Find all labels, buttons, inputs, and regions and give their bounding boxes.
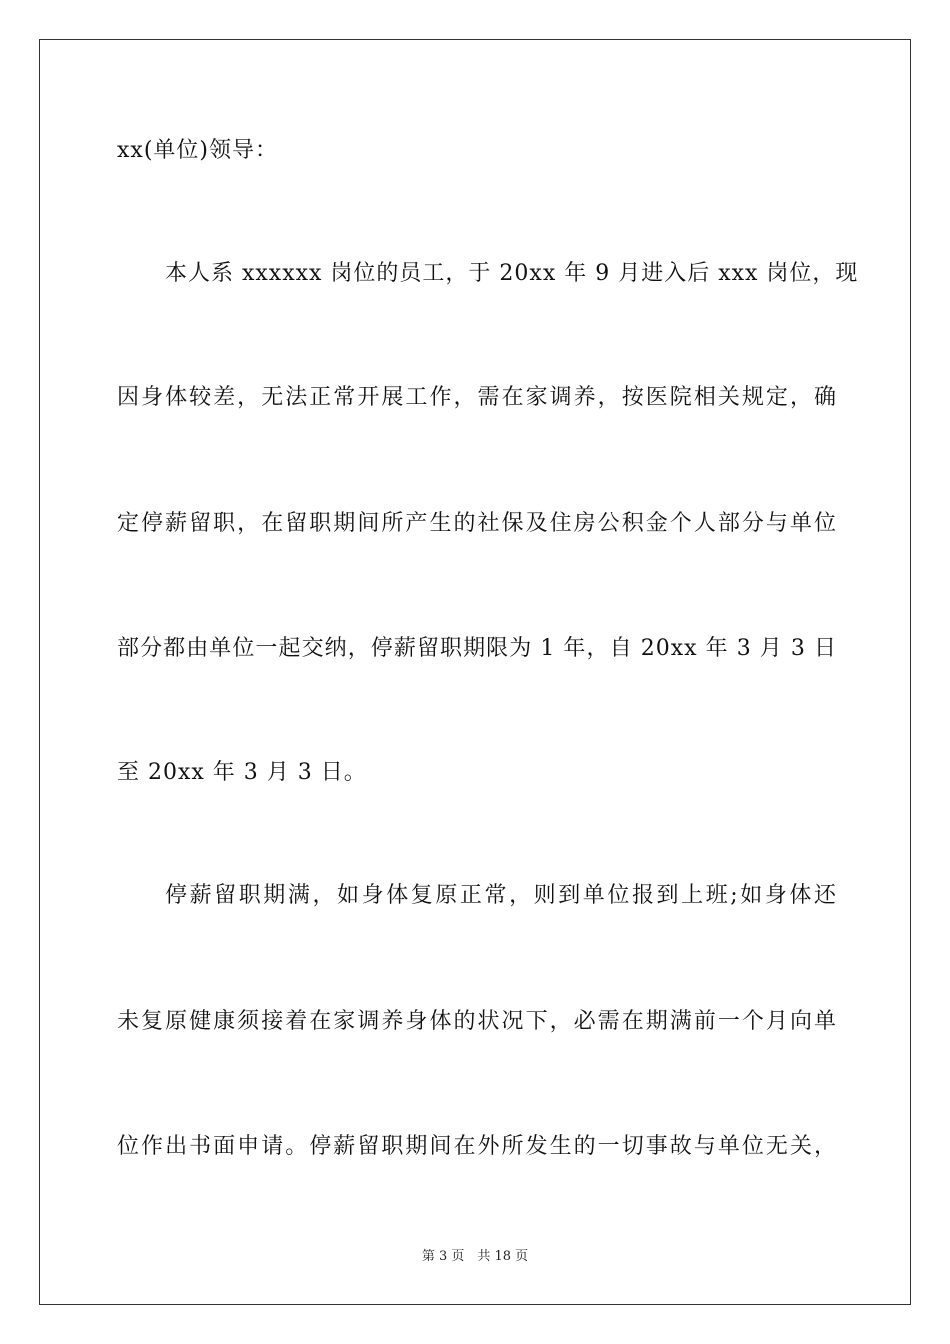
paragraph-1-line-1: 本人系 xxxxxx 岗位的员工，于 20xx 年 9 月进入后 xxx 岗位，现	[165, 261, 859, 286]
paragraph-2-line-3: 位作出书面申请。停薪留职期间在外所发生的一切事故与单位无关，	[117, 1134, 837, 1159]
paragraph-2-line-2: 未复原健康须接着在家调养身体的状况下，必需在期满前一个月向单	[117, 1009, 837, 1034]
paragraph-1-line-2: 因身体较差，无法正常开展工作，需在家调养，按医院相关规定，确	[117, 385, 837, 410]
paragraph-2-line-1: 停薪留职期满，如身体复原正常，则到单位报到上班;如身体还	[165, 883, 837, 908]
salutation: xx(单位)领导：	[117, 138, 278, 163]
page-number-footer: 第 3 页 共 18 页	[421, 1249, 529, 1264]
paragraph-1-line-4: 部分都由单位一起交纳，停薪留职期限为 1 年，自 20xx 年 3 月 3 日	[117, 636, 837, 661]
page-border	[39, 39, 911, 1305]
paragraph-1-line-3: 定停薪留职，在留职期间所产生的社保及住房公积金个人部分与单位	[117, 511, 837, 536]
paragraph-1-line-5: 至 20xx 年 3 月 3 日。	[117, 760, 367, 785]
